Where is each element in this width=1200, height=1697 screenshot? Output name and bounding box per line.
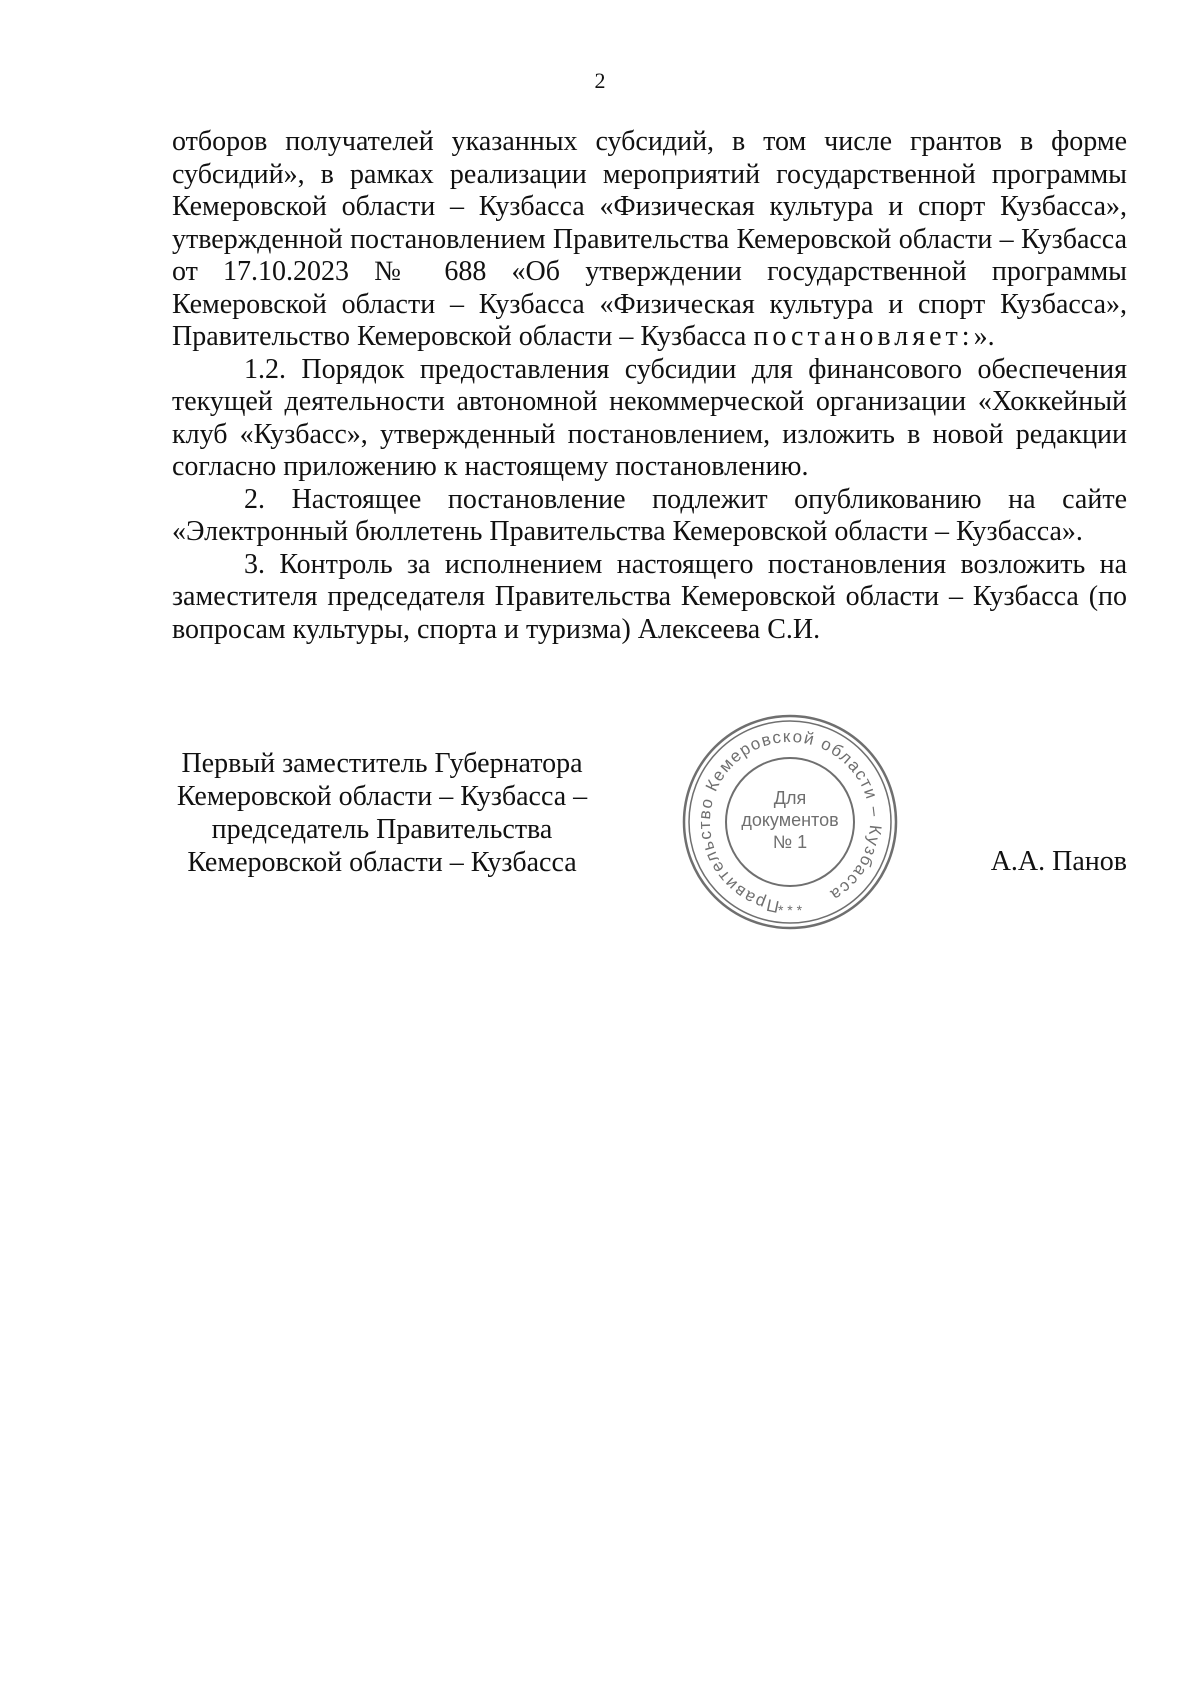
resolves-word: постановляет: (753, 321, 974, 352)
paragraph-1-2: 1.2. Порядок предоставления субсидии для финансового обеспечения текущей деятельности автономной некоммерческой организации «Хоккейный клуб «Кузбасс», утвержденный постановлением, изложить в новой редакции согласно приложению к настоящему постановлению. (172, 353, 1127, 482)
seal-stars: * * * (777, 902, 803, 918)
seal-center-line: документов (741, 810, 839, 830)
signatory-title (172, 747, 592, 879)
seal-center-line: № 1 (772, 832, 808, 852)
seal-graphic (680, 712, 900, 932)
paragraph-3: 3. Контроль за исполнением настоящего постановления возложить на заместителя председателя Правительства Кемеровской области – Кузбасса (по вопросам культуры, спорта и туризма) Алексеева С.И. (172, 548, 1127, 645)
seal-ring-text: Правительство Кемеровской области – Кузбасса (694, 726, 886, 917)
seal-center-line: Для (773, 788, 807, 808)
paragraph-continuation-text: отборов получателей указанных субсидий, в том числе грантов в форме субсидий», в рамках реализации мероприятий государственной программы Кемеровской области – Кузбасса «Физическая культура и спорт Кузбасса», утвержденной постановлением Правительства Кемеровской области – Кузбасса от 17.10.2023 № 688 «Об утверждении государственной программы Кемеровской области – Кузбасса «Физическая культура и спорт Кузбасса», Правительство Кемеровской области – Кузбасса (172, 126, 1127, 352)
paragraph-continuation-end: ». (973, 321, 995, 352)
document-body (172, 126, 1127, 646)
paragraph-2: 2. Настоящее постановление подлежит опубликованию на сайте «Электронный бюллетень Правительства Кемеровской области – Кузбасса». (172, 483, 1127, 547)
signatory-title-line: Кемеровской области – Кузбасса – (176, 781, 588, 812)
page-number: 2 (594, 68, 606, 93)
signatory-title-line: Первый заместитель Губернатора (181, 748, 583, 779)
official-seal (680, 712, 900, 932)
signatory-name: А.А. Панов (990, 846, 1127, 877)
signatory-title-line: Кемеровской области – Кузбасса (187, 847, 577, 878)
paragraph-continuation (172, 126, 1127, 354)
signatory-title-line: председатель Правительства (211, 814, 553, 845)
